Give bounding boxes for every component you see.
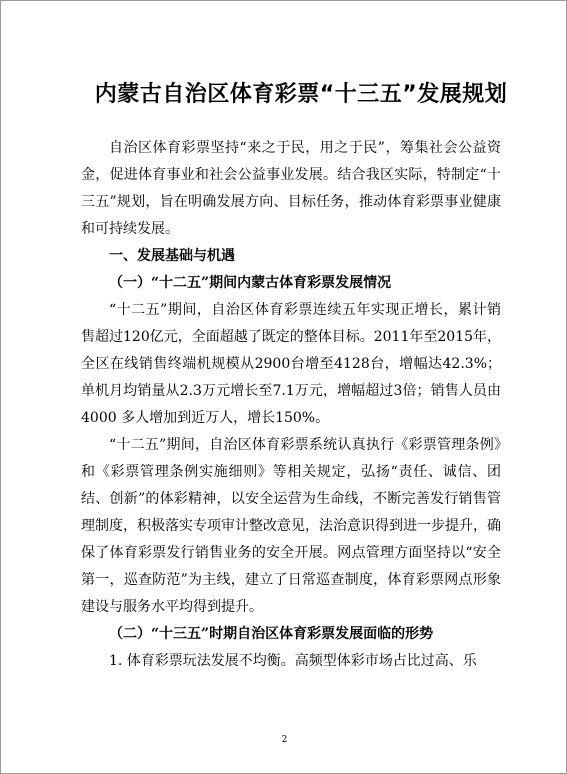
paragraph-regulation: “十二五”期间，自治区体育彩票系统认真执行《彩票管理条例》和《彩票管理条例实施细则》等相关规定，弘扬“责任、诚信、团结、创新”的体彩精神，以安全运营为生命线，不断完善发行销售管理制度，积极落实专项审计整改意见，法治意识得到进一步提升，确保了体育彩票发行销售业务的安全开展。网点管理方面坚持以“安全第一，巡查防范”为主线，建立了日常巡查制度，体育彩票网点形象建设与服务水平均得到提升。 xyxy=(81,437,501,615)
subsection-heading-13th-plan: （二）“十三五”时期自治区体育彩票发展面临的形势 xyxy=(109,626,434,642)
paragraph-imbalance: 1. 体育彩票玩法发展不均衡。高频型体彩市场占比过高、乐 xyxy=(109,653,477,669)
document-title: 内蒙古自治区体育彩票“十三五”发展规划 xyxy=(94,82,508,107)
intro-paragraph: 自治区体育彩票坚持“来之于民，用之于民”，筹集社会公益资金，促进体育事业和社会公益事业发展。结合我区实际，特制定“十三五”规划，旨在明确发展方向、目标任务，推动体育彩票事业健康和可持续发展。 xyxy=(81,140,501,237)
subsection-heading-12th-plan: （一）“十二五”期间内蒙古体育彩票发展情况 xyxy=(109,275,392,291)
section-heading-foundation: 一、发展基础与机遇 xyxy=(109,248,235,264)
document-body xyxy=(81,135,501,675)
page-number: 2 xyxy=(281,735,288,745)
paragraph-sales-growth: “十二五”期间，自治区体育彩票连续五年实现正增长，累计销售超过120亿元，全面超越了既定的整体目标。2011年至2015年，全区在线销售终端机规模从2900台增至4128台，增幅达42.3%；单机月均销量从2.3万元增长至7.1万元，增幅超过3倍；销售人员由4000 多人增加到近万人，增长150%。 xyxy=(81,302,501,426)
